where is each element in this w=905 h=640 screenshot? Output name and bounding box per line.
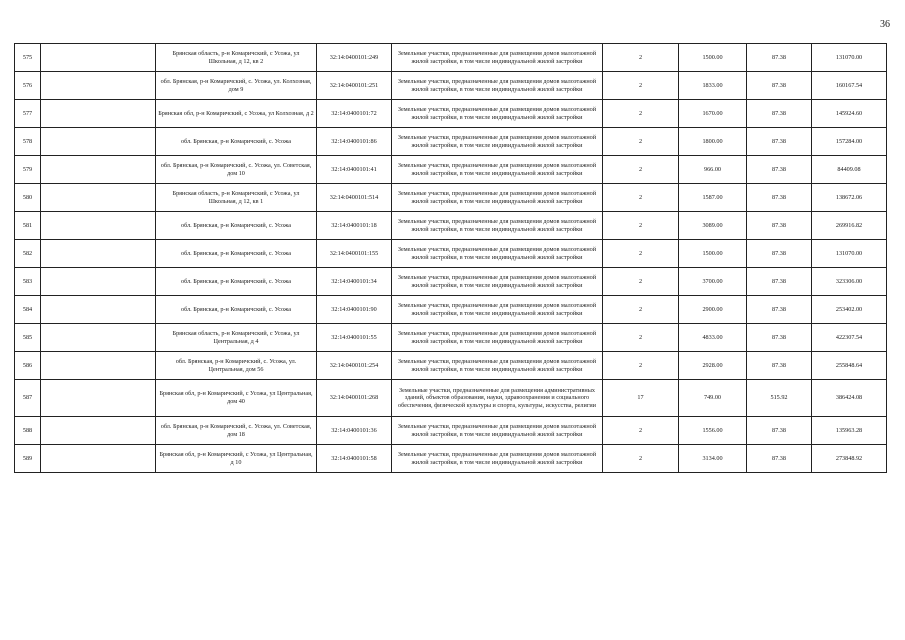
cadastral-value-cell: 269916.82: [812, 212, 887, 240]
empty-cell: [41, 240, 156, 268]
empty-cell: [41, 268, 156, 296]
cadastral-value-cell: 253402.00: [812, 296, 887, 324]
row-number-cell: 580: [15, 184, 41, 212]
table-body: [15, 44, 887, 473]
table-row: [15, 156, 887, 184]
address-cell: Брянская обл, р-н Комаричский, с Усожа, ул Колхозная, д 2: [156, 100, 317, 128]
empty-cell: [41, 296, 156, 324]
use-code-cell: 2: [603, 156, 679, 184]
land-use-cell: Земельные участки, предназначенные для размещения домов малоэтажной жилой застройки, в том числе индивидуальной жилой застройки: [392, 240, 603, 268]
land-use-cell: Земельные участки, предназначенные для размещения домов малоэтажной жилой застройки, в том числе индивидуальной жилой застройки: [392, 44, 603, 72]
area-cell: 3134.00: [679, 445, 747, 473]
cadastral-value-cell: 157284.00: [812, 128, 887, 156]
area-cell: 2900.00: [679, 296, 747, 324]
area-cell: 1556.00: [679, 417, 747, 445]
address-cell: обл. Брянская, р-н Комаричский, с. Усожа, ул. Центральная, дом 56: [156, 352, 317, 380]
table-row: [15, 128, 887, 156]
cadastral-value-cell: 422307.54: [812, 324, 887, 352]
table-row: [15, 352, 887, 380]
use-code-cell: 2: [603, 212, 679, 240]
area-cell: 1587.00: [679, 184, 747, 212]
row-number-cell: 585: [15, 324, 41, 352]
cadastral-number-cell: 32:14:0400101:18: [317, 212, 392, 240]
table-row: [15, 212, 887, 240]
cadastral-number-cell: 32:14:0400101:36: [317, 417, 392, 445]
empty-cell: [41, 417, 156, 445]
area-cell: 1670.00: [679, 100, 747, 128]
cadastral-value-cell: 145924.60: [812, 100, 887, 128]
table-row: [15, 324, 887, 352]
use-code-cell: 2: [603, 352, 679, 380]
empty-cell: [41, 100, 156, 128]
area-cell: 1500.00: [679, 44, 747, 72]
use-code-cell: 2: [603, 324, 679, 352]
use-code-cell: 2: [603, 44, 679, 72]
area-cell: 3700.00: [679, 268, 747, 296]
empty-cell: [41, 184, 156, 212]
land-use-cell: Земельные участки, предназначенные для размещения домов малоэтажной жилой застройки, в том числе индивидуальной жилой застройки: [392, 184, 603, 212]
cadastral-value-cell: 323306.00: [812, 268, 887, 296]
cadastral-number-cell: 32:14:0400101:55: [317, 324, 392, 352]
address-cell: обл. Брянская, р-н Комаричский, с. Усожа, ул. Советская, дом 10: [156, 156, 317, 184]
row-number-cell: 584: [15, 296, 41, 324]
use-code-cell: 2: [603, 128, 679, 156]
use-code-cell: 17: [603, 380, 679, 417]
cadastral-number-cell: 32:14:0400101:254: [317, 352, 392, 380]
empty-cell: [41, 380, 156, 417]
address-cell: Брянская область, р-н Комаричский, с Усожа, ул Школьная, д 12, кв 1: [156, 184, 317, 212]
land-use-cell: Земельные участки, предназначенные для размещения домов малоэтажной жилой застройки, в том числе индивидуальной жилой застройки: [392, 156, 603, 184]
land-use-cell: Земельные участки, предназначенные для размещения домов малоэтажной жилой застройки, в том числе индивидуальной жилой застройки: [392, 72, 603, 100]
area-cell: 3089.00: [679, 212, 747, 240]
rate-cell: 87.38: [747, 445, 812, 473]
use-code-cell: 2: [603, 296, 679, 324]
land-use-cell: Земельные участки, предназначенные для размещения домов малоэтажной жилой застройки, в том числе индивидуальной жилой застройки: [392, 324, 603, 352]
cadastral-number-cell: 32:14:0400101:249: [317, 44, 392, 72]
rate-cell: 87.38: [747, 352, 812, 380]
land-use-cell: Земельные участки, предназначенные для размещения домов малоэтажной жилой застройки, в том числе индивидуальной жилой застройки: [392, 128, 603, 156]
use-code-cell: 2: [603, 100, 679, 128]
row-number-cell: 579: [15, 156, 41, 184]
cadastral-value-cell: 138672.06: [812, 184, 887, 212]
address-cell: Брянская обл, р-н Комаричский, с Усожа, ул Центральная, дом 40: [156, 380, 317, 417]
area-cell: 749.00: [679, 380, 747, 417]
table-row: [15, 184, 887, 212]
address-cell: обл. Брянская, р-н Комаричский, с. Усожа: [156, 268, 317, 296]
rate-cell: 87.38: [747, 324, 812, 352]
row-number-cell: 577: [15, 100, 41, 128]
cadastral-value-cell: 131070.00: [812, 44, 887, 72]
row-number-cell: 578: [15, 128, 41, 156]
empty-cell: [41, 128, 156, 156]
rate-cell: 87.38: [747, 128, 812, 156]
rate-cell: 87.38: [747, 240, 812, 268]
rate-cell: 87.38: [747, 212, 812, 240]
row-number-cell: 586: [15, 352, 41, 380]
rate-cell: 87.38: [747, 268, 812, 296]
land-use-cell: Земельные участки, предназначенные для размещения домов малоэтажной жилой застройки, в том числе индивидуальной жилой застройки: [392, 296, 603, 324]
cadastral-number-cell: 32:14:0400101:72: [317, 100, 392, 128]
empty-cell: [41, 445, 156, 473]
cadastral-number-cell: 32:14:0400101:34: [317, 268, 392, 296]
land-use-cell: Земельные участки, предназначенные для размещения домов малоэтажной жилой застройки, в том числе индивидуальной жилой застройки: [392, 352, 603, 380]
use-code-cell: 2: [603, 72, 679, 100]
rate-cell: 87.38: [747, 417, 812, 445]
address-cell: обл. Брянская, р-н Комаричский, с. Усожа: [156, 128, 317, 156]
address-cell: Брянская область, р-н Комаричский, с Усожа, ул Центральная, д 4: [156, 324, 317, 352]
row-number-cell: 581: [15, 212, 41, 240]
cadastral-value-cell: 131070.00: [812, 240, 887, 268]
rate-cell: 87.38: [747, 156, 812, 184]
cadastral-number-cell: 32:14:0400101:514: [317, 184, 392, 212]
land-use-cell: Земельные участки, предназначенные для размещения административных зданий, объектов образования, науки, здравоохранения и социального обеспечения, физической культуры и спорта, культуры, искусства, религии: [392, 380, 603, 417]
land-use-cell: Земельные участки, предназначенные для размещения домов малоэтажной жилой застройки, в том числе индивидуальной жилой застройки: [392, 268, 603, 296]
table-row: [15, 445, 887, 473]
empty-cell: [41, 72, 156, 100]
cadastral-value-cell: 84409.08: [812, 156, 887, 184]
address-cell: Брянская обл, р-н Комаричский, с Усожа, ул Центральная, д 10: [156, 445, 317, 473]
rate-cell: 515.92: [747, 380, 812, 417]
cadastral-value-cell: 135963.28: [812, 417, 887, 445]
address-cell: обл. Брянская, р-н Комаричский, с. Усожа, ул. Советская, дом 18: [156, 417, 317, 445]
address-cell: обл. Брянская, р-н Комаричский, с. Усожа: [156, 296, 317, 324]
row-number-cell: 583: [15, 268, 41, 296]
table-row: [15, 417, 887, 445]
cadastral-value-cell: 255848.64: [812, 352, 887, 380]
row-number-cell: 587: [15, 380, 41, 417]
empty-cell: [41, 212, 156, 240]
row-number-cell: 588: [15, 417, 41, 445]
land-use-cell: Земельные участки, предназначенные для размещения домов малоэтажной жилой застройки, в том числе индивидуальной жилой застройки: [392, 212, 603, 240]
table-row: [15, 268, 887, 296]
table-row: [15, 72, 887, 100]
area-cell: 2928.00: [679, 352, 747, 380]
rate-cell: 87.38: [747, 44, 812, 72]
land-use-cell: Земельные участки, предназначенные для размещения домов малоэтажной жилой застройки, в том числе индивидуальной жилой застройки: [392, 445, 603, 473]
table-row: [15, 380, 887, 417]
cadastral-number-cell: 32:14:0400101:251: [317, 72, 392, 100]
area-cell: 4833.00: [679, 324, 747, 352]
cadastral-number-cell: 32:14:0400101:90: [317, 296, 392, 324]
area-cell: 966.00: [679, 156, 747, 184]
cadastral-number-cell: 32:14:0400101:58: [317, 445, 392, 473]
row-number-cell: 575: [15, 44, 41, 72]
page-number: 36: [880, 19, 890, 30]
address-cell: обл. Брянская, р-н Комаричский, с. Усожа: [156, 240, 317, 268]
table-row: [15, 296, 887, 324]
cadastral-value-cell: 273848.92: [812, 445, 887, 473]
address-cell: обл. Брянская, р-н Комаричский, с. Усожа, ул. Колхозная, дом 9: [156, 72, 317, 100]
use-code-cell: 2: [603, 417, 679, 445]
rate-cell: 87.38: [747, 100, 812, 128]
row-number-cell: 576: [15, 72, 41, 100]
address-cell: обл. Брянская, р-н Комаричский, с. Усожа: [156, 212, 317, 240]
use-code-cell: 2: [603, 184, 679, 212]
rate-cell: 87.38: [747, 184, 812, 212]
cadastral-number-cell: 32:14:0400101:86: [317, 128, 392, 156]
empty-cell: [41, 44, 156, 72]
address-cell: Брянская область, р-н Комаричский, с Усожа, ул Школьная, д 12, кв 2: [156, 44, 317, 72]
use-code-cell: 2: [603, 240, 679, 268]
rate-cell: 87.38: [747, 296, 812, 324]
land-use-cell: Земельные участки, предназначенные для размещения домов малоэтажной жилой застройки, в том числе индивидуальной жилой застройки: [392, 417, 603, 445]
use-code-cell: 2: [603, 445, 679, 473]
row-number-cell: 582: [15, 240, 41, 268]
empty-cell: [41, 324, 156, 352]
land-use-cell: Земельные участки, предназначенные для размещения домов малоэтажной жилой застройки, в том числе индивидуальной жилой застройки: [392, 100, 603, 128]
cadastral-value-cell: 386424.08: [812, 380, 887, 417]
area-cell: 1500.00: [679, 240, 747, 268]
cadastral-number-cell: 32:14:0400101:268: [317, 380, 392, 417]
cadastral-number-cell: 32:14:0400101:155: [317, 240, 392, 268]
table-row: [15, 44, 887, 72]
row-number-cell: 589: [15, 445, 41, 473]
area-cell: 1800.00: [679, 128, 747, 156]
empty-cell: [41, 352, 156, 380]
use-code-cell: 2: [603, 268, 679, 296]
table-row: [15, 240, 887, 268]
cadastral-value-cell: 160167.54: [812, 72, 887, 100]
area-cell: 1833.00: [679, 72, 747, 100]
table-row: [15, 100, 887, 128]
land-plots-table: [14, 43, 887, 473]
rate-cell: 87.38: [747, 72, 812, 100]
empty-cell: [41, 156, 156, 184]
cadastral-number-cell: 32:14:0400101:41: [317, 156, 392, 184]
